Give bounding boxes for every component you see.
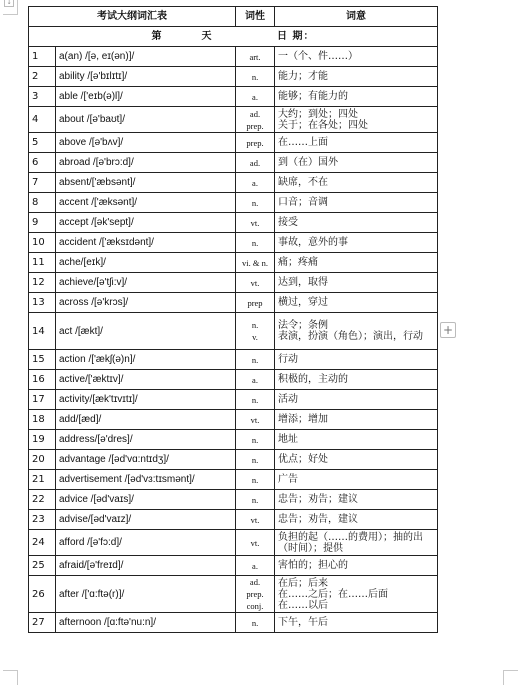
row-number: 17 bbox=[29, 390, 56, 410]
word-with-phonetic: absent/['æbsənt]/ bbox=[56, 173, 236, 193]
meaning: 痛；疼痛 bbox=[278, 257, 318, 268]
meaning-cell bbox=[275, 133, 438, 153]
part-of-speech: prep. bbox=[246, 137, 264, 148]
table-row bbox=[29, 233, 438, 253]
table-row bbox=[29, 293, 438, 313]
meaning-cell bbox=[275, 410, 438, 430]
row-number: 3 bbox=[29, 87, 56, 107]
row-number: 24 bbox=[29, 530, 56, 556]
table-row bbox=[29, 273, 438, 293]
part-of-speech: prep. bbox=[246, 120, 264, 131]
row-number: 19 bbox=[29, 430, 56, 450]
day-date-row bbox=[29, 27, 438, 47]
part-of-speech: a. bbox=[252, 560, 258, 571]
word-with-phonetic: abroad /[ə'brɔ:d]/ bbox=[56, 153, 236, 173]
word-with-phonetic: accent /['æksənt]/ bbox=[56, 193, 236, 213]
row-number: 7 bbox=[29, 173, 56, 193]
part-of-speech: ad. bbox=[249, 108, 261, 119]
table-row bbox=[29, 490, 438, 510]
part-of-speech: n. bbox=[251, 197, 259, 208]
part-of-speech-cell bbox=[236, 133, 275, 153]
table-row bbox=[29, 430, 438, 450]
word-with-phonetic: able /['eɪb(ə)l]/ bbox=[56, 87, 236, 107]
word-with-phonetic: afraid/[ə'freɪd]/ bbox=[56, 556, 236, 576]
part-of-speech: v. bbox=[252, 332, 258, 342]
meaning: 在……以后 bbox=[278, 599, 328, 611]
word-with-phonetic: advantage /[əd'vɑ:ntɪdʒ]/ bbox=[56, 450, 236, 470]
meaning: 下午，午后 bbox=[278, 617, 328, 628]
word-with-phonetic: active/['æktɪv]/ bbox=[56, 370, 236, 390]
part-of-speech-cell bbox=[236, 87, 275, 107]
meaning-cell bbox=[275, 153, 438, 173]
row-number: 13 bbox=[29, 293, 56, 313]
meaning-cell bbox=[275, 390, 438, 410]
part-of-speech-cell bbox=[236, 410, 275, 430]
word-with-phonetic: advise/[əd'vaɪz]/ bbox=[56, 510, 236, 530]
meaning: 一（个、件……） bbox=[278, 51, 358, 62]
part-of-speech: prep bbox=[247, 297, 263, 308]
part-of-speech: ad. bbox=[249, 157, 261, 168]
word-with-phonetic: about /[ə'baʊt]/ bbox=[56, 107, 236, 133]
part-of-speech-cell bbox=[236, 233, 275, 253]
row-number: 21 bbox=[29, 470, 56, 490]
meaning-cell bbox=[275, 107, 438, 133]
word-with-phonetic: afford /[ə'fɔ:d]/ bbox=[56, 530, 236, 556]
part-of-speech-cell bbox=[236, 173, 275, 193]
table-row bbox=[29, 410, 438, 430]
word-with-phonetic: accident /['æksɪdənt]/ bbox=[56, 233, 236, 253]
meaning-cell bbox=[275, 613, 438, 633]
table-row bbox=[29, 47, 438, 67]
table-row bbox=[29, 450, 438, 470]
part-of-speech-cell bbox=[236, 613, 275, 633]
part-of-speech: n. bbox=[251, 474, 259, 485]
day-suffix: 天 bbox=[201, 31, 213, 42]
row-number: 27 bbox=[29, 613, 56, 633]
meaning-cell bbox=[275, 490, 438, 510]
word-with-phonetic: add/[æd]/ bbox=[56, 410, 236, 430]
meaning: 在……上面 bbox=[278, 137, 328, 148]
part-of-speech: vt. bbox=[250, 277, 260, 288]
meaning-cell bbox=[275, 510, 438, 530]
part-of-speech-cell bbox=[236, 313, 275, 350]
meaning: 能够；有能力的 bbox=[278, 91, 348, 102]
page-corner-mark bbox=[503, 670, 518, 685]
row-number: 5 bbox=[29, 133, 56, 153]
part-of-speech: vt. bbox=[250, 514, 260, 525]
table-row bbox=[29, 370, 438, 390]
day-prefix: 第 bbox=[151, 31, 163, 42]
table-row bbox=[29, 530, 438, 556]
meaning-column-header: 词意 bbox=[275, 7, 438, 27]
part-of-speech: vt. bbox=[250, 217, 260, 228]
row-number: 20 bbox=[29, 450, 56, 470]
part-of-speech-cell bbox=[236, 67, 275, 87]
vocabulary-rows bbox=[29, 47, 438, 633]
meaning: 在后；后来 bbox=[278, 577, 328, 589]
table-row bbox=[29, 253, 438, 273]
word-with-phonetic: ability /[ə'bɪlɪtɪ]/ bbox=[56, 67, 236, 87]
part-of-speech-cell bbox=[236, 293, 275, 313]
row-number: 16 bbox=[29, 370, 56, 390]
row-number: 15 bbox=[29, 350, 56, 370]
meaning-cell bbox=[275, 213, 438, 233]
word-with-phonetic: afternoon /[ɑ:ftə'nu:n]/ bbox=[56, 613, 236, 633]
word-with-phonetic: across /[ə'krɔs]/ bbox=[56, 293, 236, 313]
part-of-speech: a. bbox=[252, 374, 258, 385]
table-row bbox=[29, 576, 438, 613]
meaning: 广告 bbox=[278, 474, 298, 485]
meaning: 法令；条例 bbox=[278, 320, 328, 331]
plus-icon[interactable]: + bbox=[440, 322, 456, 338]
table-row bbox=[29, 173, 438, 193]
vocabulary-table bbox=[28, 6, 438, 633]
part-of-speech-cell bbox=[236, 556, 275, 576]
meaning-cell bbox=[275, 370, 438, 390]
word-column-header: 考试大纲词汇表 bbox=[29, 7, 236, 27]
meaning: 口音；音调 bbox=[278, 197, 328, 208]
part-of-speech-cell bbox=[236, 390, 275, 410]
meaning: 缺席，不在 bbox=[278, 177, 328, 188]
table-row bbox=[29, 313, 438, 350]
part-of-speech-cell bbox=[236, 510, 275, 530]
meaning-cell bbox=[275, 350, 438, 370]
word-with-phonetic: advertisement /[əd'vɜ:tɪsmənt]/ bbox=[56, 470, 236, 490]
meaning: 事故，意外的事 bbox=[278, 237, 348, 248]
table-row bbox=[29, 87, 438, 107]
meaning: 忠告；劝告，建议 bbox=[278, 514, 358, 525]
row-number: 9 bbox=[29, 213, 56, 233]
part-of-speech-cell bbox=[236, 430, 275, 450]
part-of-speech: vt. bbox=[250, 414, 260, 425]
meaning-cell bbox=[275, 67, 438, 87]
meaning: 积极的，主动的 bbox=[278, 374, 348, 385]
meaning: 优点；好处 bbox=[278, 454, 328, 465]
meaning-cell bbox=[275, 233, 438, 253]
meaning-cell bbox=[275, 253, 438, 273]
meaning: 接受 bbox=[278, 217, 298, 228]
part-of-speech: art. bbox=[249, 51, 261, 62]
part-of-speech-cell bbox=[236, 576, 275, 613]
part-of-speech-cell bbox=[236, 193, 275, 213]
meaning: 能力；才能 bbox=[278, 71, 328, 82]
meaning: 达到，取得 bbox=[278, 277, 328, 288]
meaning: 忠告；劝告；建议 bbox=[278, 494, 358, 505]
part-of-speech: vi. & n. bbox=[242, 257, 268, 268]
row-number: 10 bbox=[29, 233, 56, 253]
part-of-speech-cell bbox=[236, 153, 275, 173]
table-row bbox=[29, 556, 438, 576]
meaning: 增添；增加 bbox=[278, 414, 328, 425]
part-of-speech-cell bbox=[236, 530, 275, 556]
part-of-speech-cell bbox=[236, 47, 275, 67]
page-corner-mark bbox=[3, 670, 18, 685]
meaning: 负担的起（……的费用）；抽的出（时间）；提供 bbox=[278, 531, 423, 554]
row-number: 25 bbox=[29, 556, 56, 576]
meaning-cell bbox=[275, 87, 438, 107]
part-of-speech-cell bbox=[236, 253, 275, 273]
date-label: 日 期： bbox=[276, 31, 315, 42]
row-number: 1 bbox=[29, 47, 56, 67]
meaning-cell bbox=[275, 173, 438, 193]
meaning: 在……之后；在……后面 bbox=[278, 588, 388, 600]
meaning-cell bbox=[275, 273, 438, 293]
part-of-speech: n. bbox=[251, 494, 259, 505]
row-number: 2 bbox=[29, 67, 56, 87]
word-with-phonetic: ache/[eɪk]/ bbox=[56, 253, 236, 273]
part-of-speech: n. bbox=[251, 237, 259, 248]
meaning: 到（在）国外 bbox=[278, 157, 338, 168]
row-number: 6 bbox=[29, 153, 56, 173]
part-of-speech-cell bbox=[236, 370, 275, 390]
word-with-phonetic: address/[ə'dres]/ bbox=[56, 430, 236, 450]
meaning: 大约；到处；四处 bbox=[278, 108, 358, 120]
meaning-cell bbox=[275, 576, 438, 613]
table-row bbox=[29, 510, 438, 530]
word-with-phonetic: a(an) /[ə, eɪ(ən)]/ bbox=[56, 47, 236, 67]
part-of-speech: prep. bbox=[246, 589, 264, 599]
table-row bbox=[29, 613, 438, 633]
row-number: 4 bbox=[29, 107, 56, 133]
row-number: 11 bbox=[29, 253, 56, 273]
table-header-row bbox=[29, 7, 438, 27]
part-of-speech: vt. bbox=[250, 537, 260, 548]
row-number: 12 bbox=[29, 273, 56, 293]
part-of-speech-cell bbox=[236, 350, 275, 370]
part-of-speech: n. bbox=[251, 454, 259, 465]
anchor-icon[interactable]: ↓ bbox=[4, 0, 14, 7]
part-of-speech: a. bbox=[252, 177, 258, 188]
row-number: 23 bbox=[29, 510, 56, 530]
word-with-phonetic: advice /[əd'vaɪs]/ bbox=[56, 490, 236, 510]
table-row bbox=[29, 213, 438, 233]
meaning-cell bbox=[275, 193, 438, 213]
meaning: 表演，扮演（角色）；演出，行动 bbox=[278, 331, 423, 342]
word-with-phonetic: accept /[ək'sept]/ bbox=[56, 213, 236, 233]
table-row bbox=[29, 350, 438, 370]
table-row bbox=[29, 133, 438, 153]
word-with-phonetic: action /['ækʃ(ə)n]/ bbox=[56, 350, 236, 370]
row-number: 26 bbox=[29, 576, 56, 613]
table-row bbox=[29, 470, 438, 490]
meaning-cell bbox=[275, 47, 438, 67]
part-of-speech: n. bbox=[251, 434, 259, 445]
part-of-speech-cell bbox=[236, 450, 275, 470]
part-of-speech: ad. bbox=[249, 577, 261, 587]
part-of-speech: n. bbox=[251, 71, 259, 82]
word-with-phonetic: act /[ækt]/ bbox=[56, 313, 236, 350]
meaning-cell bbox=[275, 450, 438, 470]
part-of-speech: n. bbox=[251, 354, 259, 365]
meaning: 关于；在各处；四处 bbox=[278, 119, 368, 131]
meaning: 害怕的；担心的 bbox=[278, 560, 348, 571]
part-of-speech: conj. bbox=[246, 601, 264, 611]
part-of-speech: n. bbox=[251, 617, 259, 628]
part-of-speech-cell bbox=[236, 107, 275, 133]
table-row bbox=[29, 107, 438, 133]
word-with-phonetic: above /[ə'bʌv]/ bbox=[56, 133, 236, 153]
row-number: 8 bbox=[29, 193, 56, 213]
word-with-phonetic: achieve/[ə'tʃi:v]/ bbox=[56, 273, 236, 293]
part-of-speech: a. bbox=[252, 91, 258, 102]
meaning-cell bbox=[275, 293, 438, 313]
table-row bbox=[29, 67, 438, 87]
pos-column-header: 词性 bbox=[236, 7, 275, 27]
part-of-speech-cell bbox=[236, 273, 275, 293]
meaning: 行动 bbox=[278, 354, 298, 365]
part-of-speech-cell bbox=[236, 490, 275, 510]
meaning-cell bbox=[275, 556, 438, 576]
row-number: 22 bbox=[29, 490, 56, 510]
meaning: 活动 bbox=[278, 394, 298, 405]
word-with-phonetic: after /['ɑ:ftə(r)]/ bbox=[56, 576, 236, 613]
part-of-speech-cell bbox=[236, 213, 275, 233]
meaning-cell bbox=[275, 430, 438, 450]
table-row bbox=[29, 390, 438, 410]
row-number: 18 bbox=[29, 410, 56, 430]
table-row bbox=[29, 153, 438, 173]
meaning-cell bbox=[275, 470, 438, 490]
meaning: 横过，穿过 bbox=[278, 297, 328, 308]
meaning-cell bbox=[275, 530, 438, 556]
table-row bbox=[29, 193, 438, 213]
word-with-phonetic: activity/[æk'tɪvɪtɪ]/ bbox=[56, 390, 236, 410]
meaning: 地址 bbox=[278, 434, 298, 445]
row-number: 14 bbox=[29, 313, 56, 350]
meaning-cell bbox=[275, 313, 438, 350]
part-of-speech: n. bbox=[251, 320, 259, 330]
part-of-speech-cell bbox=[236, 470, 275, 490]
part-of-speech: n. bbox=[251, 394, 259, 405]
